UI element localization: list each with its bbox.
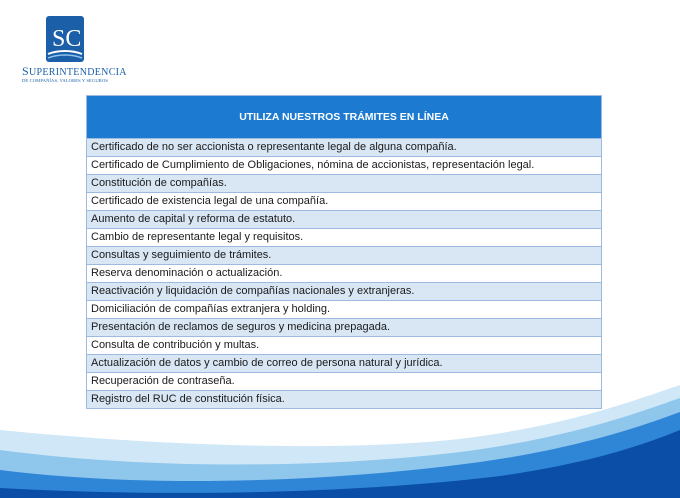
table-row[interactable]: Constitución de compañías.: [87, 174, 601, 192]
sc-emblem: [46, 16, 84, 62]
table-row[interactable]: Recuperación de contraseña.: [87, 372, 601, 390]
superintendencia-logo: [22, 16, 127, 86]
table-row[interactable]: Aumento de capital y reforma de estatuto.: [87, 210, 601, 228]
table-row[interactable]: Reserva denominación o actualización.: [87, 264, 601, 282]
table-row[interactable]: Consulta de contribución y multas.: [87, 336, 601, 354]
table-row[interactable]: Consultas y seguimiento de trámites.: [87, 246, 601, 264]
table-header: UTILIZA NUESTROS TRÁMITES EN LÍNEA: [87, 96, 601, 139]
table-row[interactable]: Domiciliación de compañías extranjera y holding.: [87, 300, 601, 318]
sc-monogram-icon: [46, 16, 84, 62]
table-row[interactable]: Cambio de representante legal y requisitos.: [87, 228, 601, 246]
table-row[interactable]: Presentación de reclamos de seguros y medicina prepagada.: [87, 318, 601, 336]
table-row[interactable]: Registro del RUC de constitución física.: [87, 390, 601, 408]
table-row[interactable]: Certificado de no ser accionista o representante legal de alguna compañía.: [87, 139, 601, 156]
table-row[interactable]: Certificado de Cumplimiento de Obligaciones, nómina de accionistas, representación legal.: [87, 156, 601, 174]
table-row[interactable]: Certificado de existencia legal de una compañía.: [87, 192, 601, 210]
table-rows: [87, 139, 601, 408]
online-procedures-table: [86, 95, 602, 409]
table-row[interactable]: Actualización de datos y cambio de correo de persona natural y jurídica.: [87, 354, 601, 372]
svg-text:SC: SC: [52, 26, 82, 52]
logo-name: SUPERINTENDENCIA: [22, 64, 127, 78]
table-row[interactable]: Reactivación y liquidación de compañías nacionales y extranjeras.: [87, 282, 601, 300]
logo-subtitle: DE COMPAÑÍAS, VALORES Y SEGUROS: [22, 78, 109, 83]
